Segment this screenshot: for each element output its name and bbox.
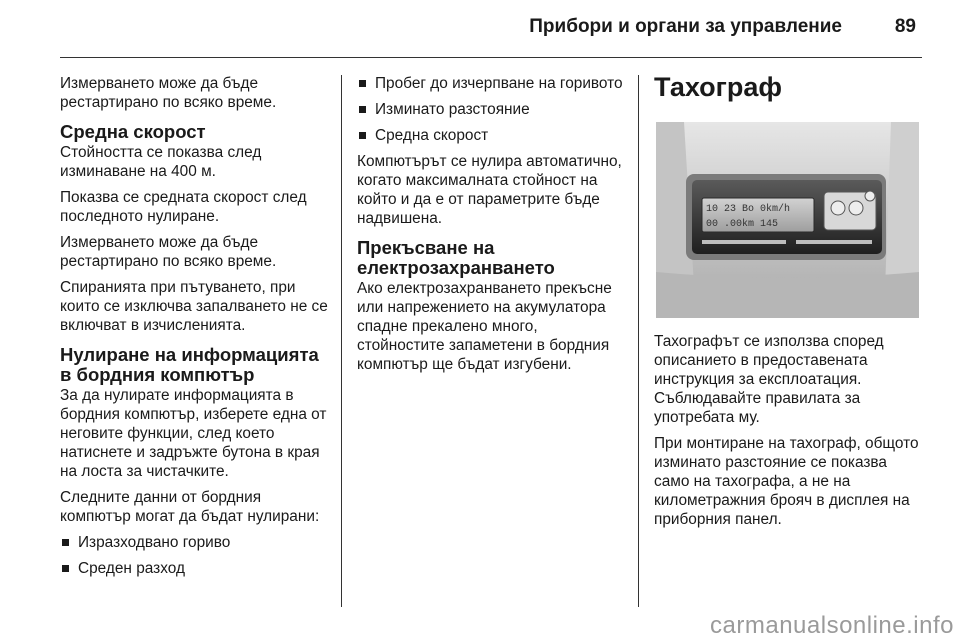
column-1 [60,74,328,585]
display-line-2: 00 .00km 145 [706,219,779,230]
display-line-1: 10 23 Bo 0km/h [706,204,791,215]
paragraph-avg-speed-3: Измерването може да бъде рестартирано по всяко време. [60,234,277,270]
lower-panel [656,272,919,318]
card-slot-2 [796,240,872,244]
paragraph-intro: Измерването може да бъде рестартирано по всяко време. [60,75,277,111]
list-item: Средна скорост [357,126,625,145]
list-item: Среден разход [60,559,328,578]
tacho-button-1 [831,201,845,215]
paragraph-reset-2: Следните данни от бордния компютър могат да бъдат нулирани: [60,489,320,525]
list-item: Изминато разстояние [357,100,625,119]
header-title: Прибори и органи за управление [529,16,842,37]
paragraph-power: Ако електрозахранването прекъсне или напрежението на акумулатора спадне прекалено много, стойностите запаметени в бордния компютър ще бъдат изгубени. [357,280,612,373]
paragraph-auto-reset: Компютърът се нулира автоматично, когато максималната стойност на който и да е от параметрите бъде надвишена. [357,153,622,227]
card-slot-1 [702,240,786,244]
paragraph-reset-1: За да нулирате информацията в бордния компютър, изберете една от неговите функции, след което натиснете и задръжте бутона в края на лоста за чистачките. [60,387,327,480]
heading-reset: Нулиране на информацията в бордния компютър [60,344,319,385]
column-divider-1 [341,75,342,607]
paragraph-avg-speed-4: Спиранията при пътуването, при които се изключва запалването не се включват в изчисленията. [60,279,328,334]
page-number: 89 [894,16,916,37]
column-3 [654,70,926,536]
tacho-button-3 [865,191,875,201]
column-divider-2 [638,75,639,607]
page-header [60,0,922,58]
heading-average-speed: Средна скорост [60,121,206,142]
list-item: Изразходвано гориво [60,533,328,552]
paragraph-tacho-2: При монтиране на тахограф, общото изминато разстояние се показва само на тахографа, а не на километражния брояч в дисплея на приборния панел. [654,435,919,528]
paragraph-avg-speed-1: Стойността се показва след изминаване на 400 м. [60,144,262,180]
tacho-button-2 [849,201,863,215]
column-2 [357,74,625,381]
paragraph-tacho-1: Тахографът се използва според описанието в предоставената инструкция за експлоатация. Съблюдавайте правилата за употребата му. [654,333,884,426]
watermark: carmanualsonline.info [710,612,954,639]
list-item: Пробег до изчерпване на горивото [357,74,625,93]
heading-tachograph: Тахограф [654,72,783,102]
heading-power-interruption: Прекъсване на електрозахранването [357,237,555,278]
tachograph-photo [656,122,919,318]
reset-list-1 [60,533,328,578]
paragraph-avg-speed-2: Показва се средната скорост след последното нулиране. [60,189,307,225]
reset-list-2 [357,74,625,145]
